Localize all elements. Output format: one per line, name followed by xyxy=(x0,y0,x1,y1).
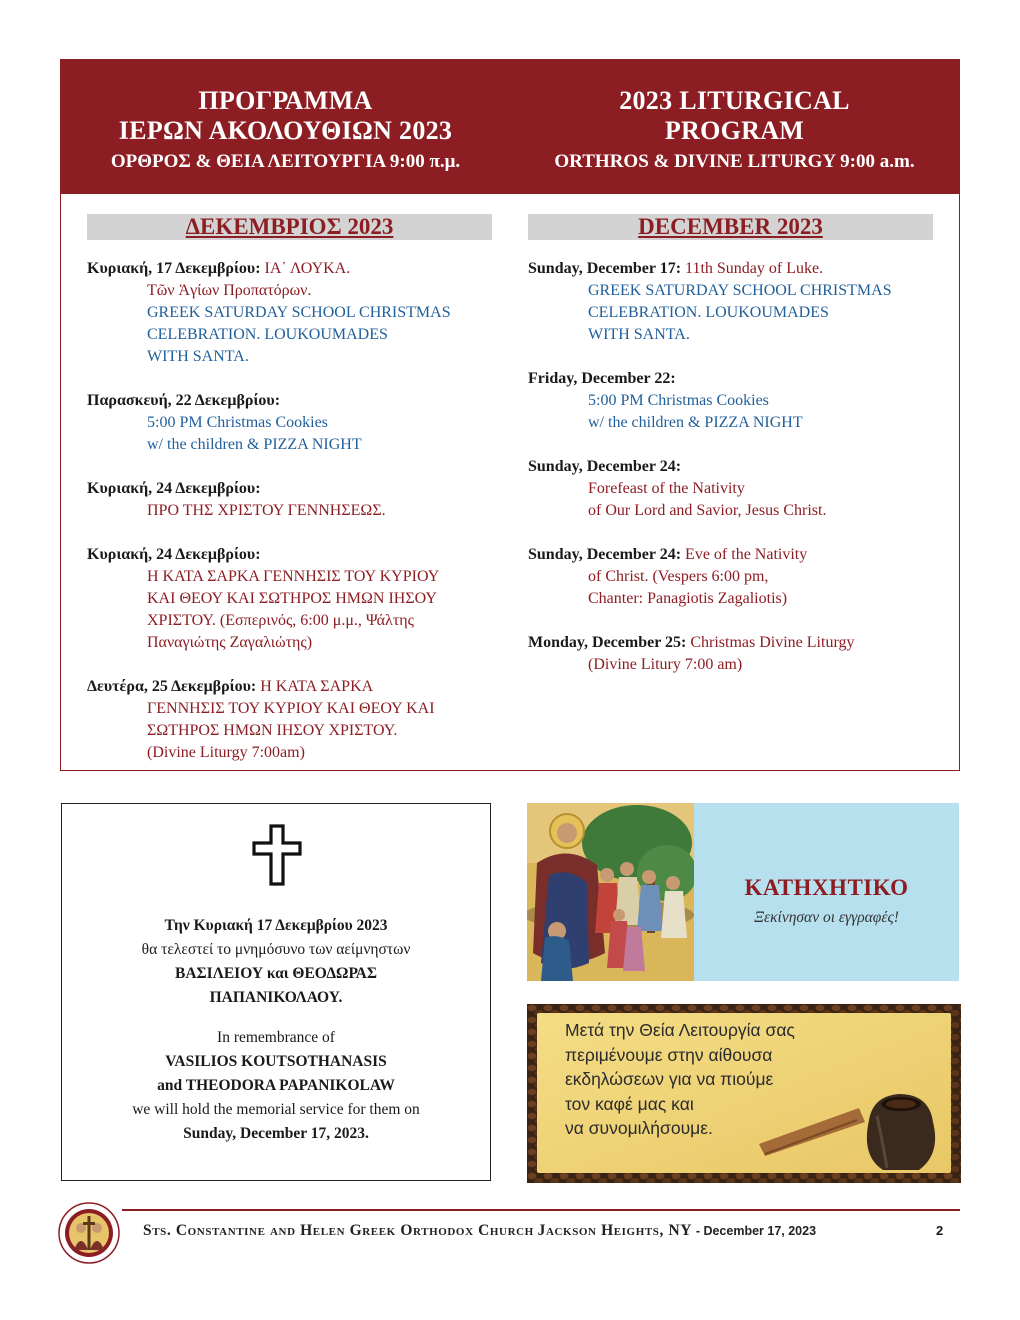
banner-en-line1: 2023 LITURGICAL xyxy=(619,86,850,115)
footer-text xyxy=(143,1222,903,1240)
schedule-service-title: Eve of the Nativity xyxy=(685,546,808,563)
schedule-date: Δευτέρα, 25 Δεκεμβρίου: xyxy=(87,678,257,695)
memorial-en-names: VASILIOS KOUTSOTHANASIS xyxy=(165,1053,387,1070)
schedule-service-line: ΓΕΝΝΗΣΙΣ ΤΟΥ ΚΥΡΙΟΥ ΚΑΙ ΘΕΟΥ ΚΑΙ xyxy=(147,700,435,717)
schedule-service-line: Τῶν Ἁγίων Προπατόρων. xyxy=(147,282,312,299)
catechism-title: ΚΑΤΗΧΗΤΙΚΟ xyxy=(744,875,909,900)
schedule-service-line: ΚΑΙ ΘΕΟΥ ΚΑΙ ΣΩΤΗΡΟΣ ΗΜΩΝ ΙΗΣΟΥ xyxy=(147,590,437,607)
coffee-line: Μετά την Θεία Λειτουργία σας xyxy=(565,1020,795,1040)
footer-church-name: Sts. Constantine and Helen Greek Orthodox Church xyxy=(143,1222,534,1239)
schedule-entry-heading xyxy=(87,676,502,698)
schedule-date: Κυριακή, 17 Δεκεμβρίου: xyxy=(87,260,261,277)
schedule-entry-heading xyxy=(528,258,943,280)
schedule-service-line: (Divine Litury 7:00 am) xyxy=(588,656,743,673)
schedule-event-line: CELEBRATION. LOUKOUMADES xyxy=(588,304,829,321)
schedule-date: Monday, December 25: xyxy=(528,634,687,651)
church-seal-icon xyxy=(58,1202,120,1264)
memorial-en-names: and THEODORA PAPANIKOLAW xyxy=(157,1077,395,1094)
coffee-line: περιμένουμε στην αίθουσα xyxy=(565,1044,773,1065)
month-en-label: DECEMBER 2023 xyxy=(638,214,823,239)
memorial-gr-line: θα τελεστεί το μνημόσυνο των αείμνηστων xyxy=(141,941,411,958)
schedule-service-title: ΙΑ΄ ΛΟΥΚΑ. xyxy=(264,260,351,277)
coffee-line: τον καφέ μας και xyxy=(565,1093,694,1114)
coffee-line: εκδηλώσεων για να πιούμε xyxy=(565,1069,774,1089)
schedule-service-title: Christmas Divine Liturgy xyxy=(690,634,855,651)
schedule-entry xyxy=(87,478,502,522)
schedule-service-line: of Christ. (Vespers 6:00 pm, xyxy=(588,568,769,585)
footer-separator: - xyxy=(695,1224,704,1238)
coffee-hour-banner xyxy=(527,1004,961,1183)
schedule-event-line: 5:00 PM Christmas Cookies xyxy=(147,414,328,431)
banner-gr-line1: ΠΡΟΓΡΑΜΜΑ xyxy=(198,86,373,115)
schedule-service-line: ΠΡΟ ΤΗΣ ΧΡΙΣΤΟΥ ΓΕΝΝΗΣΕΩΣ. xyxy=(147,502,386,519)
schedule-date: Sunday, December 24: xyxy=(528,458,682,475)
banner-en-line3: ORTHROS & DIVINE LITURGY 9:00 a.m. xyxy=(554,151,915,172)
memorial-english-text xyxy=(62,1026,490,1146)
schedule-service-line: Παναγιώτης Ζαγαλιώτης) xyxy=(147,634,313,651)
schedule-entry-heading xyxy=(528,632,943,654)
greek-schedule xyxy=(87,258,502,786)
schedule-entry xyxy=(528,632,943,676)
footer-rule xyxy=(122,1209,960,1211)
schedule-service-line: (Divine Liturgy 7:00am) xyxy=(147,744,305,761)
memorial-gr-names: ΠΑΠΑΝΙΚΟΛΑΟΥ. xyxy=(209,989,343,1006)
schedule-entry xyxy=(528,258,943,346)
coffee-line: να συνομιλήσουμε. xyxy=(565,1118,713,1138)
memorial-notice xyxy=(61,803,491,1181)
schedule-date: Παρασκευή, 22 Δεκεμβρίου: xyxy=(87,392,281,409)
memorial-gr-line: Την Κυριακή 17 Δεκεμβρίου 2023 xyxy=(164,917,388,934)
memorial-en-intro: In remembrance of xyxy=(217,1029,335,1046)
schedule-service-title: Η ΚΑΤΑ ΣΑΡΚΑ xyxy=(260,678,374,695)
memorial-greek-text xyxy=(62,914,490,1010)
banner-english xyxy=(510,86,959,176)
memorial-en-date: Sunday, December 17, 2023. xyxy=(183,1125,369,1142)
schedule-entry-heading xyxy=(87,544,502,566)
schedule-date: Sunday, December 24: xyxy=(528,546,682,563)
coffee-hour-text xyxy=(565,1018,865,1141)
schedule-service-line: Η ΚΑΤΑ ΣΑΡΚΑ ΓΕΝΝΗΣΙΣ ΤΟΥ ΚΥΡΙΟΥ xyxy=(147,568,440,585)
schedule-event-line: w/ the children & PIZZA NIGHT xyxy=(588,414,803,431)
schedule-event-line: CELEBRATION. LOUKOUMADES xyxy=(147,326,388,343)
schedule-entry-heading xyxy=(528,456,943,478)
schedule-entry-heading xyxy=(528,544,943,566)
schedule-entry-heading xyxy=(87,258,502,280)
schedule-entry xyxy=(87,676,502,764)
banner-gr-line3: ΟΡΘΡΟΣ & ΘΕΙΑ ΛΕΙΤΟΥΡΓΙΑ 9:00 π.μ. xyxy=(110,151,461,172)
schedule-date: Friday, December 22: xyxy=(528,370,676,387)
schedule-event-line: WITH SANTA. xyxy=(147,348,249,365)
schedule-entry xyxy=(528,544,943,610)
schedule-service-title: 11th Sunday of Luke. xyxy=(685,260,824,277)
program-banner xyxy=(61,60,959,194)
schedule-service-line: Chanter: Panagiotis Zagaliotis) xyxy=(588,590,788,607)
schedule-event-line: WITH SANTA. xyxy=(588,326,690,343)
schedule-entry xyxy=(87,258,502,368)
schedule-entry-heading xyxy=(87,478,502,500)
cross-icon xyxy=(252,824,302,886)
schedule-event-line: w/ the children & PIZZA NIGHT xyxy=(147,436,362,453)
month-header-english xyxy=(528,214,933,240)
schedule-entry xyxy=(528,368,943,434)
page-number: 2 xyxy=(936,1223,944,1238)
schedule-event-line: GREEK SATURDAY SCHOOL CHRISTMAS xyxy=(147,304,451,321)
schedule-service-line: ΣΩΤΗΡΟΣ ΗΜΩΝ ΙΗΣΟΥ ΧΡΙΣΤΟΥ. xyxy=(147,722,398,739)
banner-gr-line2: ΙΕΡΩΝ ΑΚΟΛΟΥΘΙΩΝ 2023 xyxy=(118,116,453,145)
month-header-greek xyxy=(87,214,492,240)
banner-greek xyxy=(61,86,510,176)
memorial-gr-names: ΒΑΣΙΛΕΙΟΥ και ΘΕΟΔΩΡΑΣ xyxy=(175,965,377,982)
schedule-entry-heading xyxy=(528,368,943,390)
footer-location: Jackson Heights, NY xyxy=(537,1222,693,1239)
schedule-event-line: 5:00 PM Christmas Cookies xyxy=(588,392,769,409)
english-schedule xyxy=(528,258,943,698)
schedule-entry-heading xyxy=(87,390,502,412)
schedule-entry xyxy=(87,544,502,654)
schedule-date: Κυριακή, 24 Δεκεμβρίου: xyxy=(87,480,261,497)
schedule-service-line: of Our Lord and Savior, Jesus Christ. xyxy=(588,502,827,519)
schedule-service-line: ΧΡΙΣΤΟΥ. (Εσπερινός, 6:00 μ.μ., Ψάλτης xyxy=(147,612,414,629)
schedule-date: Sunday, December 17: xyxy=(528,260,682,277)
schedule-date: Κυριακή, 24 Δεκεμβρίου: xyxy=(87,546,261,563)
month-gr-label: ΔΕΚΕΜΒΡΙΟΣ 2023 xyxy=(185,214,394,239)
footer-date: December 17, 2023 xyxy=(703,1224,817,1238)
banner-en-line2: PROGRAM xyxy=(664,116,805,145)
schedule-entry xyxy=(528,456,943,522)
schedule-entry xyxy=(87,390,502,456)
schedule-service-line: Forefeast of the Nativity xyxy=(588,480,745,497)
memorial-en-text: we will hold the memorial service for them on xyxy=(132,1101,420,1118)
catechism-banner xyxy=(527,803,959,981)
christ-with-children-icon xyxy=(527,803,694,981)
catechism-subtitle: Ξεκίνησαν οι εγγραφές! xyxy=(754,909,899,926)
schedule-event-line: GREEK SATURDAY SCHOOL CHRISTMAS xyxy=(588,282,892,299)
